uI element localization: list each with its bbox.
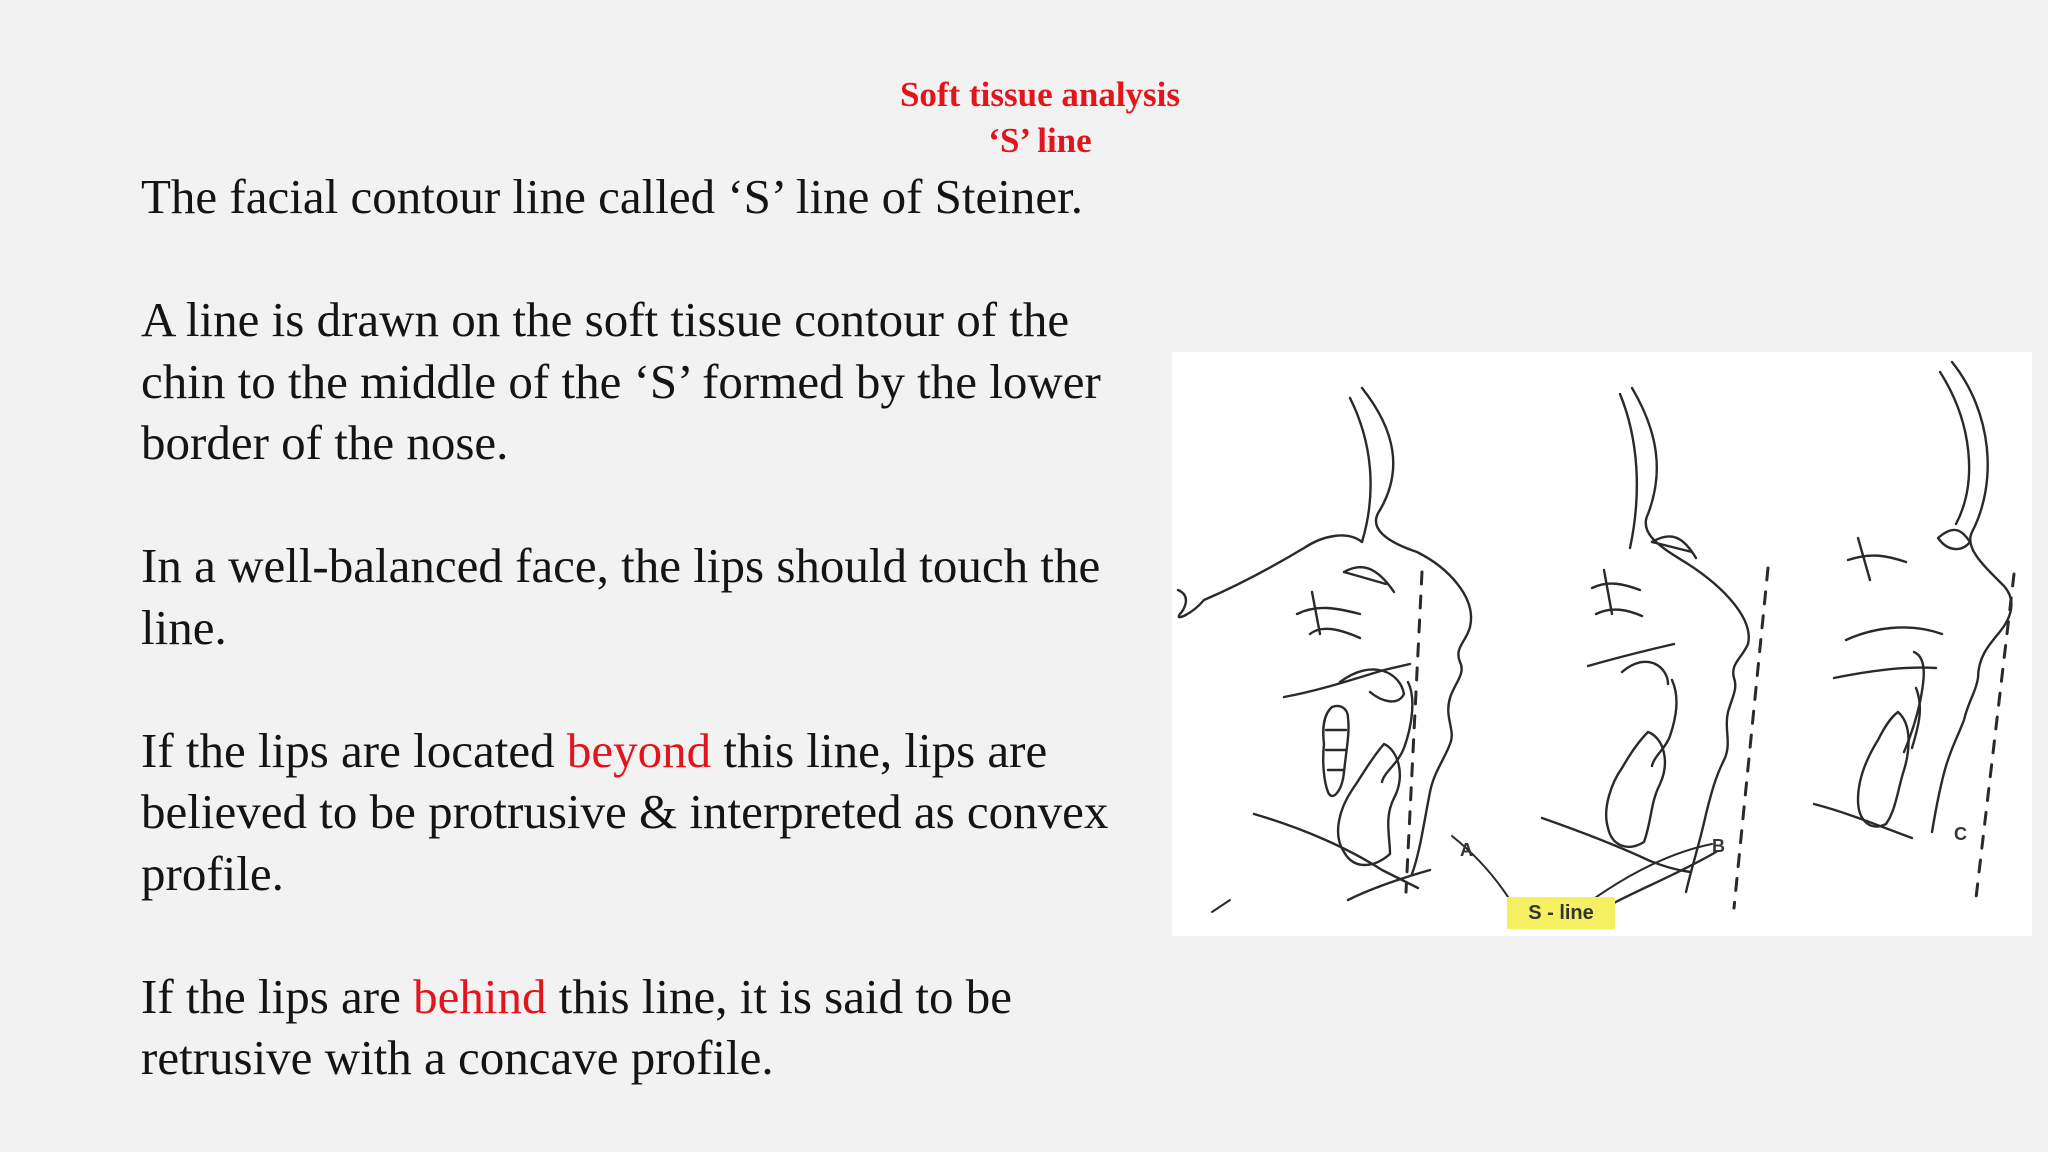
text-line: retrusive with a concave profile.	[141, 1030, 774, 1085]
s-line-figure	[1172, 352, 2032, 936]
text-line: The facial contour line called ‘S’ line of Steiner.	[141, 169, 1083, 224]
highlight-behind: behind	[413, 968, 547, 1024]
text-line: believed to be protrusive & interpreted as convex	[141, 784, 1109, 839]
profile-label-a: A	[1460, 840, 1473, 860]
body-text	[141, 166, 1151, 1089]
profile-a	[1178, 388, 1471, 900]
paragraph-1	[141, 166, 1151, 228]
s-line-tag: S - line	[1507, 897, 1615, 929]
text-line: border of the nose.	[141, 415, 509, 470]
text-fragment: If the lips are located	[141, 722, 567, 778]
profile-label-b: B	[1712, 836, 1725, 856]
slide-title	[770, 72, 1310, 164]
text-fragment: If the lips are	[141, 968, 414, 1024]
profile-b	[1542, 388, 1768, 908]
paragraph-2	[141, 289, 1151, 474]
profile-c	[1814, 362, 2014, 898]
text-line	[141, 720, 1151, 782]
paragraph-3	[141, 535, 1151, 658]
text-line: profile.	[141, 845, 284, 901]
text-line: In a well-balanced face, the lips should touch the	[141, 538, 1101, 593]
profile-label-c: C	[1954, 824, 1967, 844]
paragraph-5	[141, 966, 1151, 1089]
title-line-1: Soft tissue analysis	[899, 75, 1181, 114]
highlight-beyond: beyond	[566, 722, 712, 778]
profile-drawings	[1172, 352, 2032, 936]
title-line-2: ‘S’ line	[988, 121, 1092, 160]
text-line: line.	[141, 599, 227, 655]
text-fragment: this line, it is said to be	[546, 968, 1012, 1024]
paragraph-4	[141, 720, 1151, 905]
text-line: chin to the middle of the ‘S’ formed by the lower	[141, 353, 1101, 409]
text-line	[141, 966, 1151, 1028]
text-line: A line is drawn on the soft tissue contour of the	[141, 292, 1070, 347]
text-fragment: this line, lips are	[711, 722, 1048, 778]
